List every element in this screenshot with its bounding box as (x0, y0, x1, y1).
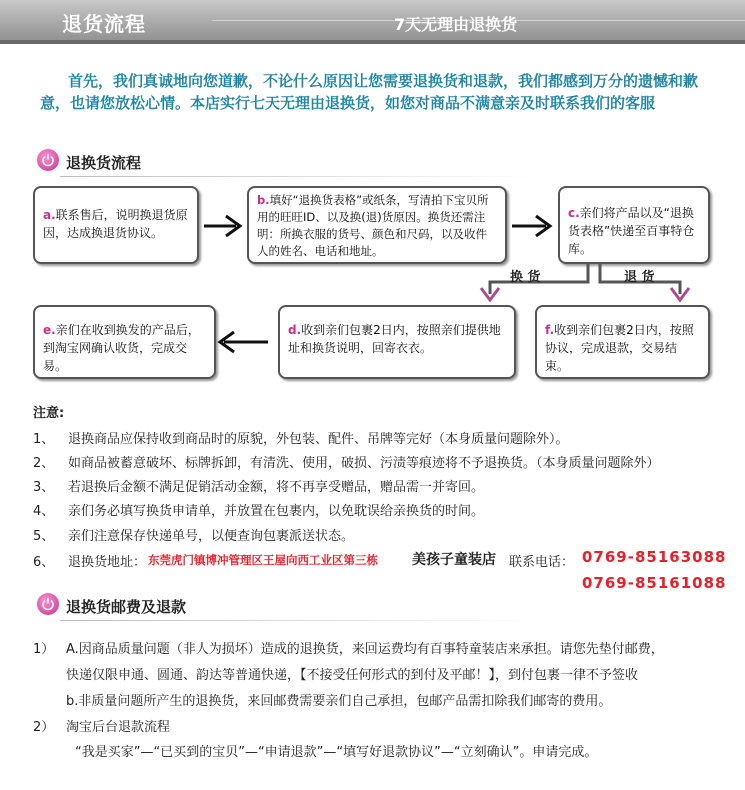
branch-exchange-label: 换 货 (510, 270, 541, 285)
note-number: 2、 (33, 456, 55, 471)
note-number: 1、 (33, 432, 55, 447)
postage-line-3: b.非质量问题所产生的退换货，来回邮费需要亲们自己承担，包邮产品需扣除我们邮寄的费用。 (66, 694, 612, 709)
refund-flow-title: 淘宝后台退款流程 (66, 720, 171, 735)
note-number: 3、 (33, 480, 55, 495)
branch-return-label: 退 货 (624, 270, 655, 285)
step-e-key: e. (43, 323, 56, 337)
refund-flow-steps: “我是买家”—“已买到的宝贝”—“申请退款”—“填写好退款协议”—“立刻确认”。申请完成。 (75, 745, 598, 760)
section-title-postage: 退换货邮费及退款 (66, 598, 187, 616)
arrow-right-icon (512, 216, 550, 236)
step-f-key: f. (545, 323, 555, 337)
shop-name: 美孩子童装店 (412, 552, 496, 568)
phone-number-1: 0769-85163088 (582, 548, 727, 566)
intro-paragraph: 首先，我们真诚地向您道歉，不论什么原因让您需要退换货和退款，我们都感到万分的遗憾和歉意，也请您放松心情。本店实行七天无理由退换货，如您对商品不满意亲及时联系我们的客服 (40, 72, 699, 112)
step-c-key: c. (568, 206, 580, 220)
page-subtitle: 7天无理由退换货 (394, 15, 518, 34)
phone-number-2: 0769-85161088 (582, 574, 727, 592)
postage-line-2: 快递仅限申通、圆通、韵达等普通快递，【不接受任何形式的到付及平邮！】，到付包裹一律不予签收 (66, 668, 639, 683)
step-b-key: b. (257, 193, 270, 207)
note-text: 亲们务必填写换货申请单，并放置在包裹内，以免耽误给亲换货的时间。 (68, 504, 485, 519)
note-text: 若退换后金额不满足促销活动金额，将不再享受赠品，赠品需一并寄回。 (68, 480, 485, 495)
section-title-flow: 退换货流程 (66, 154, 142, 172)
note-number: 4、 (33, 504, 55, 519)
refund-item-number: 2） (33, 720, 55, 735)
power-icon (37, 593, 59, 615)
step-e-text: 亲们在收到换发的产品后，到淘宝网确认收货，完成交易。 (43, 323, 200, 373)
step-a-text: 联系售后，说明换退货原因，达成换退货协议。 (43, 208, 188, 240)
return-address: 东莞虎门镇博冲管理区王屋向西工业区第三栋 (148, 553, 378, 567)
phone-label: 联系电话： (509, 555, 575, 570)
return-address-label: 退换货地址： (68, 555, 147, 570)
note-text: 亲们注意保存快递单号，以便查询包裹派送状态。 (68, 529, 355, 544)
arrow-left-icon (220, 332, 268, 352)
step-a-key: a. (43, 208, 56, 222)
postage-line-1: A.因商品质量问题（非人为损坏）造成的退换货，来回运费均有百事特童装店来承担。请您先垫付邮费， (66, 642, 664, 657)
step-c-text: 亲们将产品以及“退换货表格”快递至百事特仓库。 (568, 206, 695, 256)
notes-title: 注意: (33, 406, 65, 421)
note-text: 如商品被蓄意破坏、标牌拆卸，有清洗、使用，破损、污渍等痕迹将不予退换货。（本身质量问题除外） (68, 456, 660, 471)
note-number: 5、 (33, 529, 55, 544)
step-d-text: 收到亲们包裹2日内，按照亲们提供地址和换货说明，回寄衣衣。 (288, 323, 501, 355)
note-text: 退换商品应保持收到商品时的原貌，外包装、配件、吊牌等完好（本身质量问题除外）。 (68, 432, 569, 447)
step-f-text: 收到亲们包裹2日内，按照协议，完成退款，交易结束。 (545, 323, 694, 373)
page-title: 退货流程 (62, 12, 146, 36)
note-number: 6、 (33, 555, 55, 570)
postage-item-number: 1） (33, 642, 55, 657)
step-d-key: d. (288, 323, 302, 337)
section-divider (60, 620, 540, 621)
arrow-right-icon (204, 216, 240, 236)
step-b-text: 填好“退换货表格”或纸条，写清拍下宝贝所用的旺旺ID、以及换(退)货原因。换货还需注明：所换衣服的货号、颜色和尺码，以及收件人的姓名、电话和地址。 (257, 193, 489, 258)
